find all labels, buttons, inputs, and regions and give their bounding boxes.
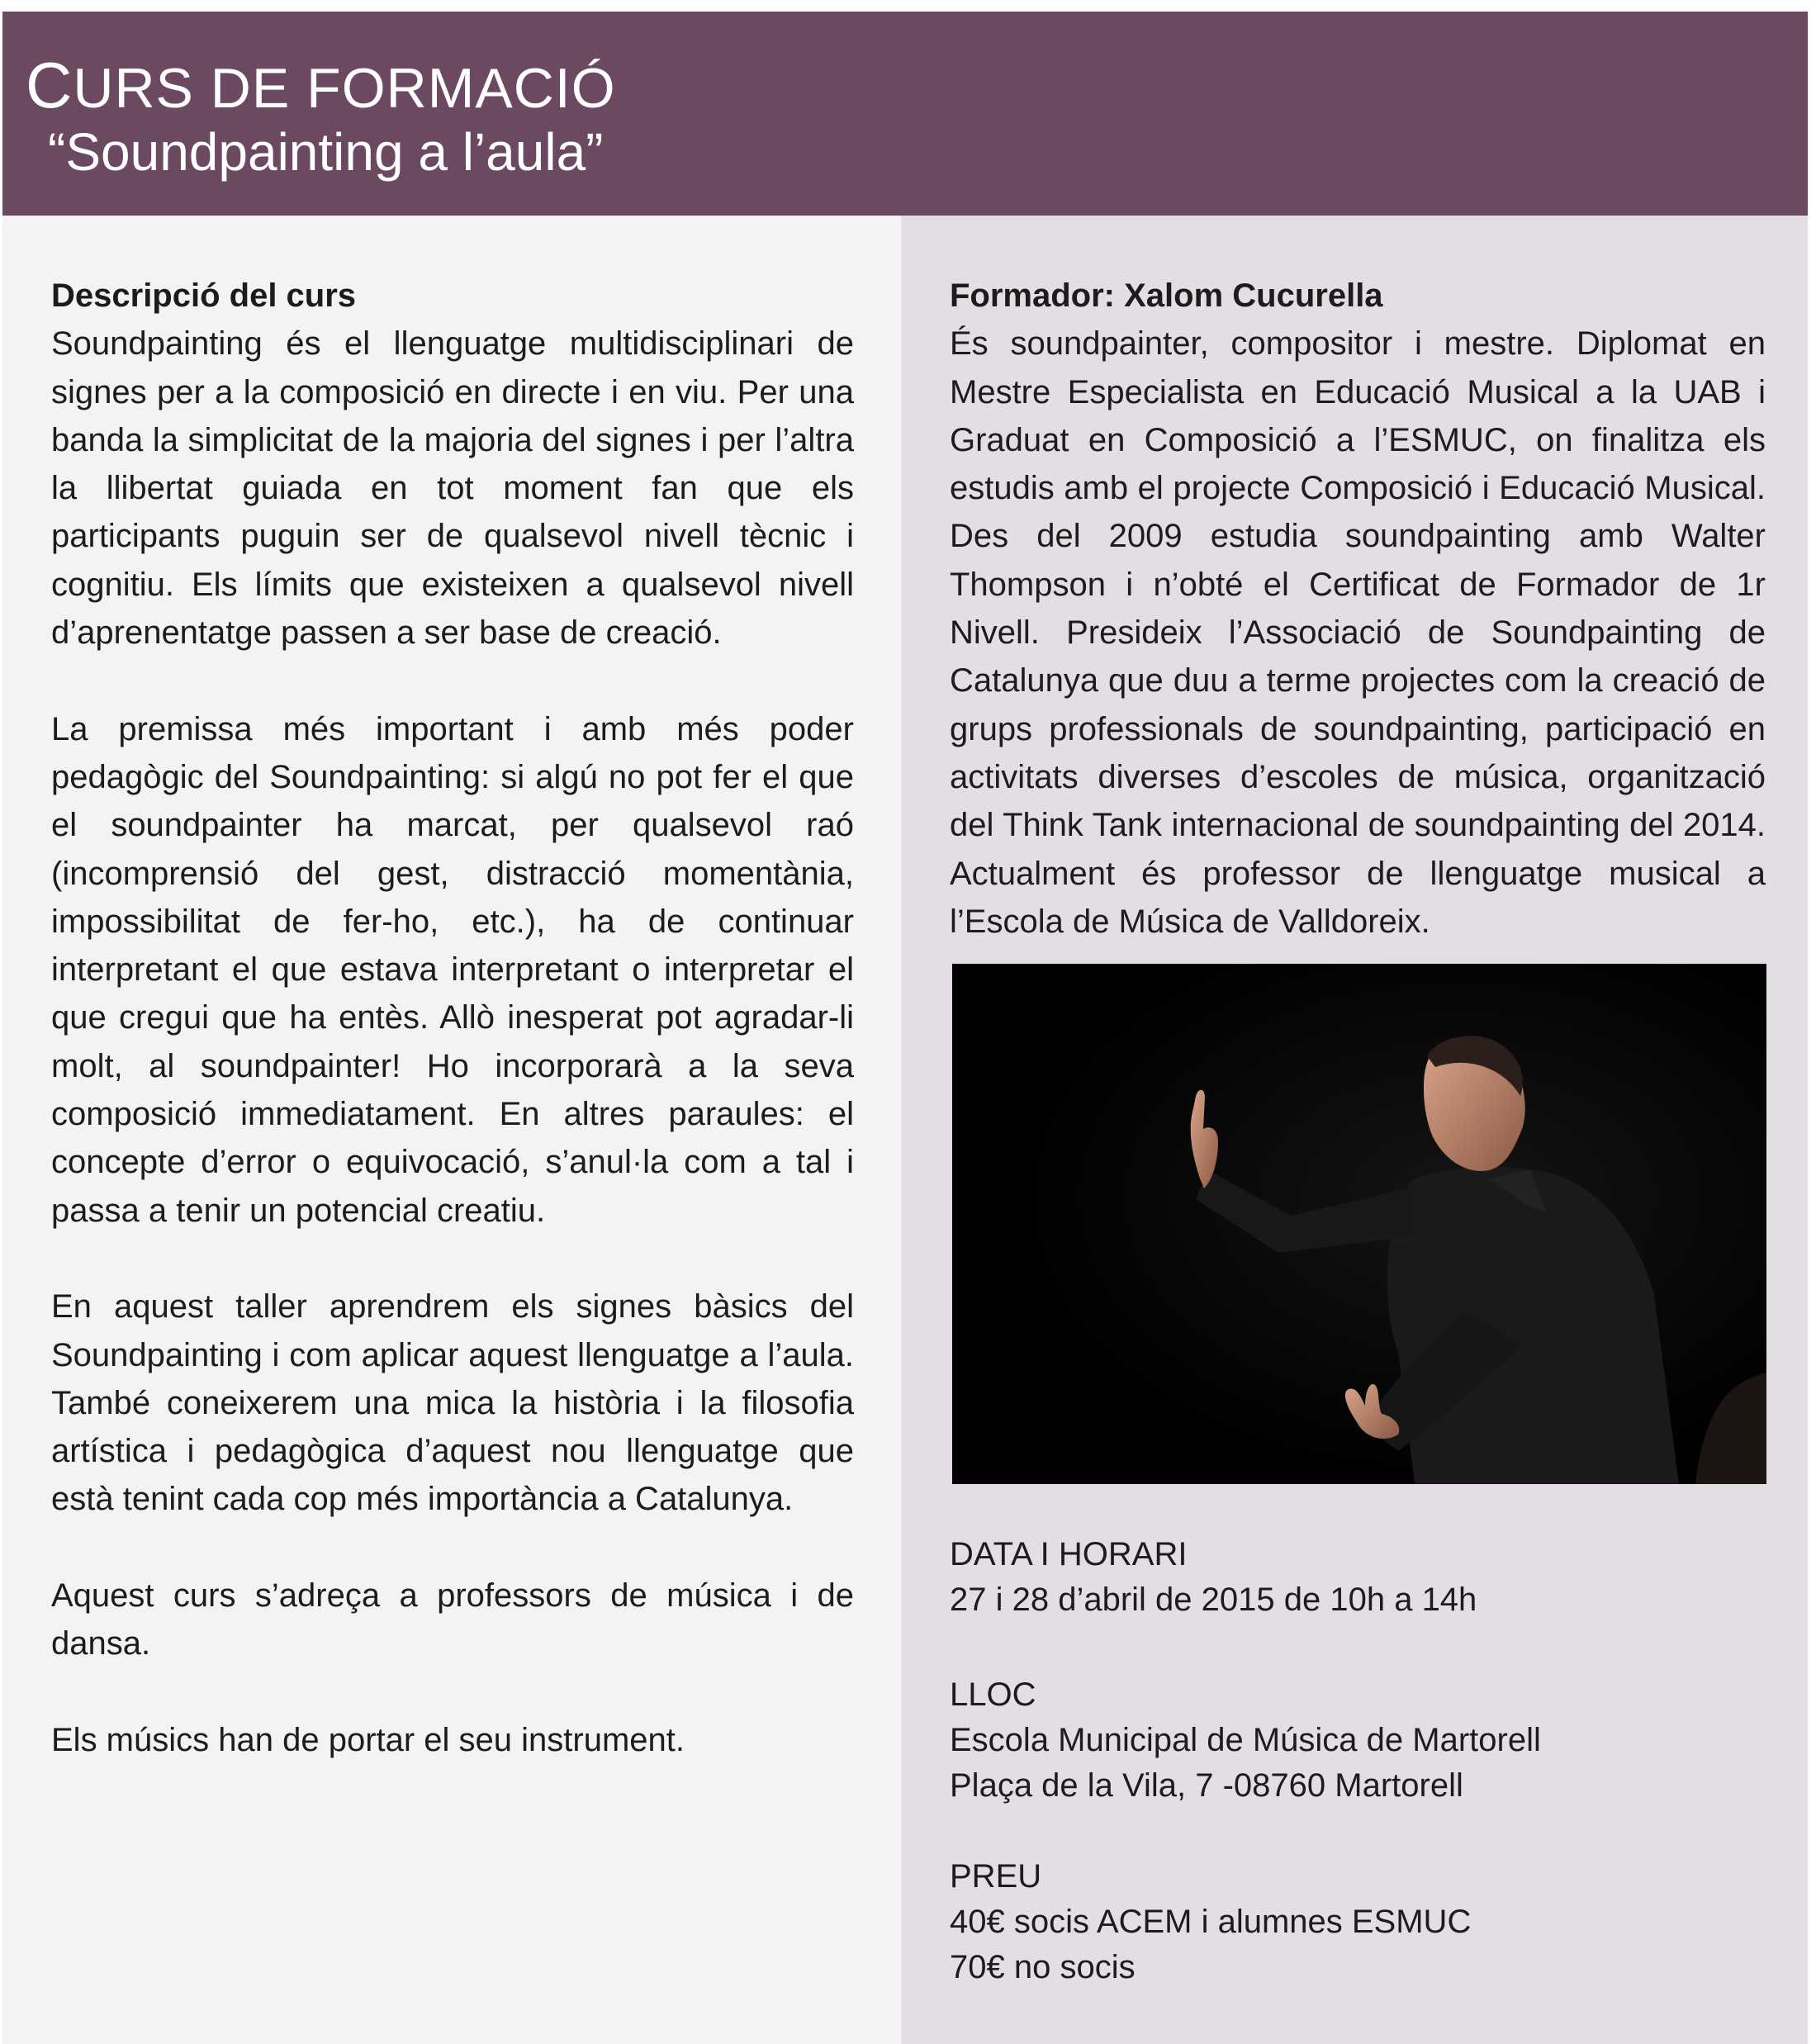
page-title — [26, 49, 616, 121]
audience-paragraph: Aquest curs s’adreça a professors de música i de dansa. — [51, 1577, 854, 1662]
schedule-value: 27 i 28 d’abril de 2015 de 10h a 14h — [950, 1582, 1477, 1618]
header-banner — [2, 12, 1808, 216]
trainer-photo — [952, 964, 1766, 1484]
price-section — [950, 1854, 1766, 1990]
location-address: Plaça de la Vila, 7 -08760 Martorell — [950, 1767, 1463, 1804]
description-paragraph: La premissa més important i amb més poder pedagògic del Soundpainting: si algú no pot fer el que el soundpainter ha marcat, per qualsevol raó (incomprensió del gest, distracció momentània, impossibilitat de fer-ho, etc.), ha de continuar interpretant el que estava interpretant o interpretar el que cregui que ha entès. Allò inesperat pot agradar-li molt, al soundpainter! Ho incorporarà a la seva composició immediatament. En altres paraules: el concepte d’error o equivocació, s’anul·la com a tal i passa a tenir un potencial creatiu. — [51, 710, 854, 1229]
trainer-section — [950, 272, 1766, 946]
instrument-note: Els músics han de portar el seu instrument. — [51, 1721, 685, 1758]
location-label: LLOC — [950, 1676, 1036, 1713]
location-section — [950, 1672, 1766, 1809]
price-label: PREU — [950, 1858, 1042, 1895]
price-non-members: 70€ no socis — [950, 1949, 1136, 1985]
trainer-bio: És soundpainter, compositor i mestre. Diplomat en Mestre Especialista en Educació Musical a la UAB i Graduat en Composició a l’ESMUC, on finalitza els estudis amb el projecte Composició i Educació Musical. Des del 2009 estudia soundpainting amb Walter Thompson i n’obté el Certificat de Formador de 1r Nivell. Presideix l’Associació de Soundpainting de Catalunya que duu a terme projectes com la creació de grups professionals de soundpainting, participació en activitats diverses d’escoles de música, organització del Think Tank internacional de soundpainting del 2014. Actualment és professor de llenguatge musical a l’Escola de Música de Valldoreix. — [950, 325, 1766, 940]
description-heading: Descripció del curs — [51, 277, 357, 314]
course-description — [51, 272, 854, 1764]
schedule-section — [950, 1532, 1766, 1623]
page-subtitle: “Soundpainting a l’aula” — [48, 122, 604, 182]
location-name: Escola Municipal de Música de Martorell — [950, 1722, 1541, 1758]
schedule-label: DATA I HORARI — [950, 1536, 1188, 1572]
description-paragraph: En aquest taller aprendrem els signes bàsics del Soundpainting i com aplicar aquest llenguatge a l’aula. També coneixerem una mica la història i la filosofia artística i pedagògica d’aquest nou llenguatge que està tenint cada cop més importància a Catalunya. — [51, 1288, 854, 1518]
description-paragraph: Soundpainting és el llenguatge multidisciplinari de signes per a la composició en directe i en viu. Per una banda la simplicitat de la majoria del signes i per l’altra la llibertat guiada en tot moment fan que els participants puguin ser de qualsevol nivell tècnic i cognitiu. Els límits que existeixen a qualsevol nivell d’aprenentatge passen a ser base de creació. — [51, 325, 854, 652]
trainer-heading: Formador: Xalom Cucurella — [950, 277, 1383, 314]
page-title-rest: URS DE FORMACIÓ — [73, 57, 616, 120]
page-title-initial: C — [26, 49, 73, 121]
price-members: 40€ socis ACEM i alumnes ESMUC — [950, 1904, 1472, 1940]
